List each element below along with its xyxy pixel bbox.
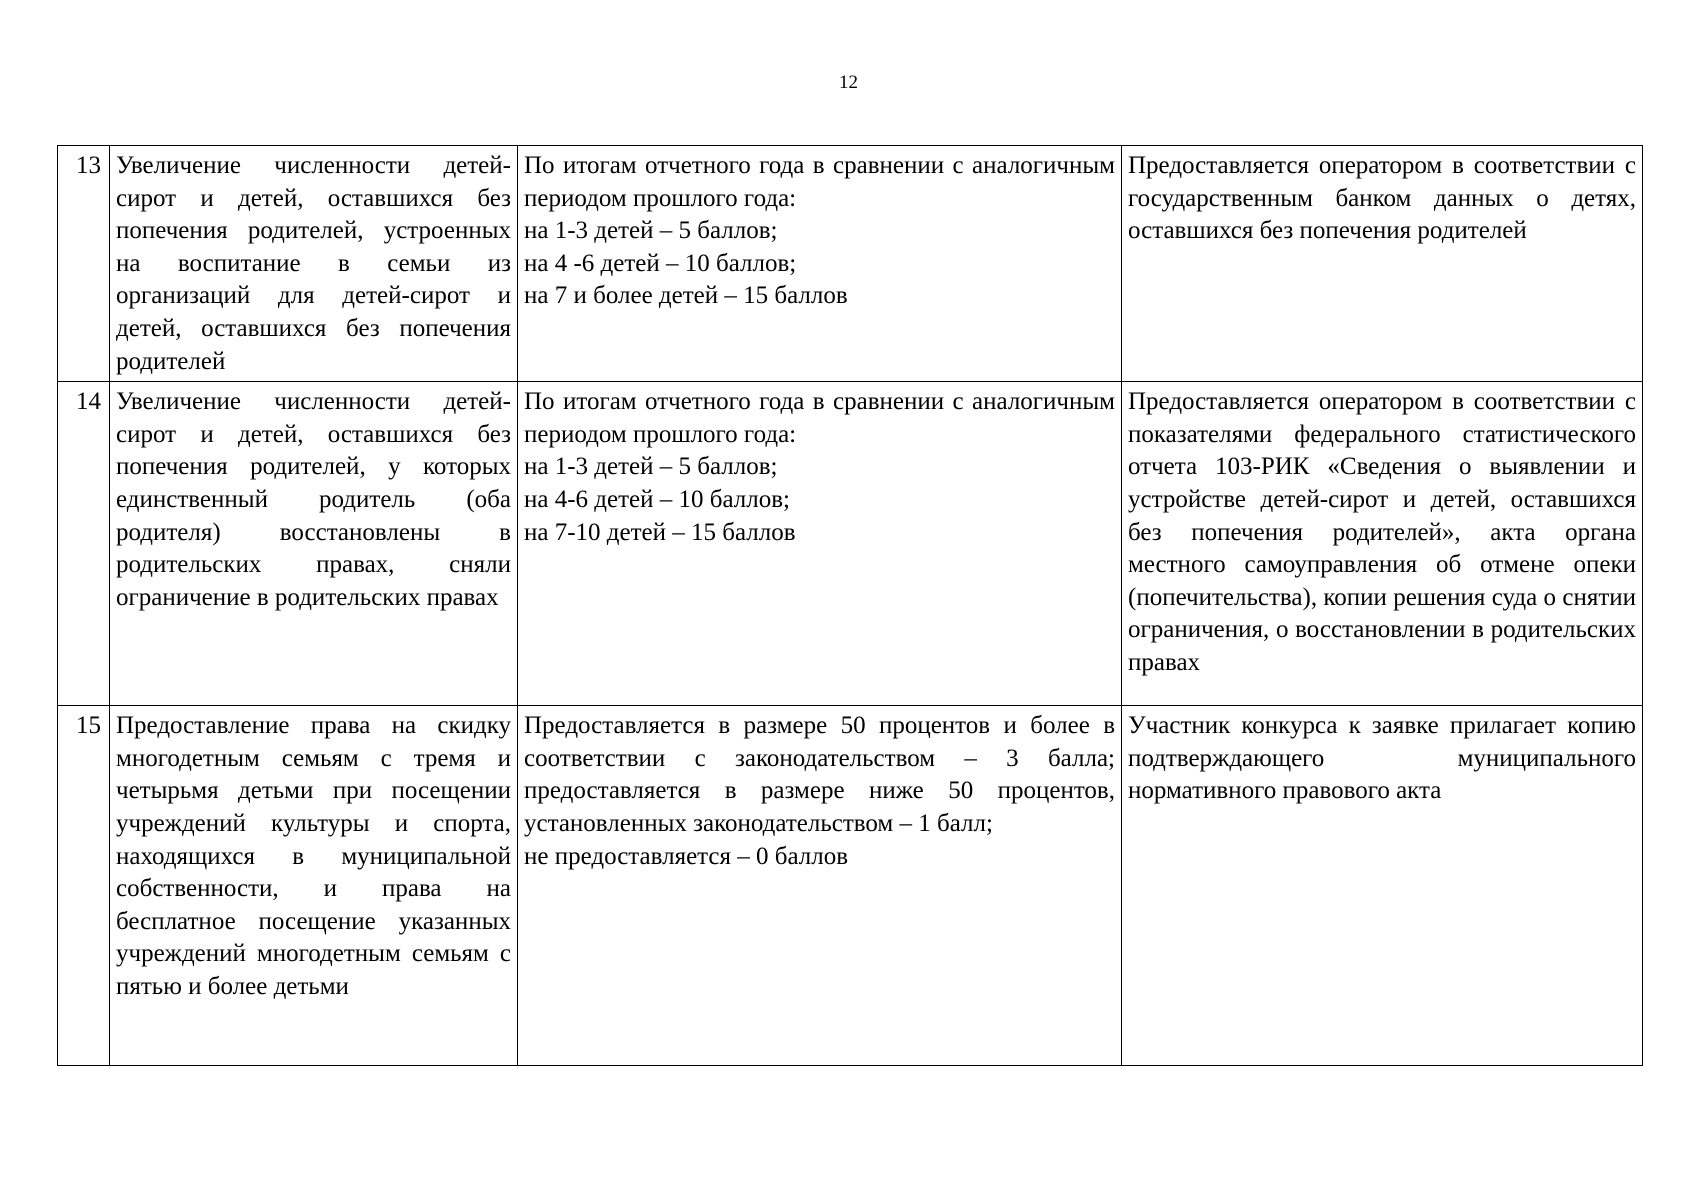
criteria-cell [518,146,1122,382]
row-number: 14 [58,382,110,706]
criteria-intro: По итогам отчетного года в сравнении с аналогичным периодом прошлого года: [524,152,1115,212]
criteria-line: не предоставляется – 0 баллов [524,842,849,870]
criteria-line: на 7 и более детей – 15 баллов [524,282,848,310]
source-cell: Предоставляется оператором в соответствии с государственным банком данных о детях, оставшихся без попечения родителей [1122,146,1643,382]
criteria-table [57,145,1643,1066]
indicator-cell: Увеличение численности детей-сирот и детей, оставшихся без попечения родителей, у которых единственный родитель (оба родителя) восстановлены в родительских правах, сняли ограничение в родительских правах [110,382,518,706]
criteria-cell [518,706,1122,1066]
table-row [58,706,1643,1066]
table-row [58,382,1643,706]
row-number: 13 [58,146,110,382]
page-number: 12 [839,72,858,93]
criteria-line: на 7-10 детей – 15 баллов [524,518,796,546]
row-number: 15 [58,706,110,1066]
indicator-cell: Предоставление права на скидку многодетным семьям с тремя и четырьмя детьми при посещении учреждений культуры и спорта, находящихся в муниципальной собственности, и права на бесплатное посещение указанных учреждений многодетным семьям с пятью и более детьми [110,706,518,1066]
criteria-line: на 4-6 детей – 10 баллов; [524,485,791,513]
criteria-line: на 1-3 детей – 5 баллов; [524,453,778,481]
source-cell: Предоставляется оператором в соответствии с показателями федерального статистического отчета 103-РИК «Сведения о выявлении и устройстве детей-сирот и детей, оставшихся без попечения родителей», акта органа местного самоуправления об отмене опеки (попечительства), копии решения суда о снятии ограничения, о восстановлении в родительских правах [1122,382,1643,706]
criteria-line: на 1-3 детей – 5 баллов; [524,217,778,245]
criteria-intro: По итогам отчетного года в сравнении с аналогичным периодом прошлого года: [524,388,1115,448]
source-cell: Участник конкурса к заявке прилагает копию подтверждающего муниципального нормативного правового акта [1122,706,1643,1066]
table-row [58,146,1643,382]
criteria-cell [518,382,1122,706]
criteria-line: на 4 -6 детей – 10 баллов; [524,249,797,277]
criteria-intro: Предоставляется в размере 50 процентов и более в соответствии с законодательством – 3 балла; предоставляется в размере ниже 50 процентов, установленных законодательством – 1 балл; [524,712,1115,837]
indicator-cell: Увеличение численности детей-сирот и детей, оставшихся без попечения родителей, устроенных на воспитание в семьи из организаций для детей-сирот и детей, оставшихся без попечения родителей [110,146,518,382]
